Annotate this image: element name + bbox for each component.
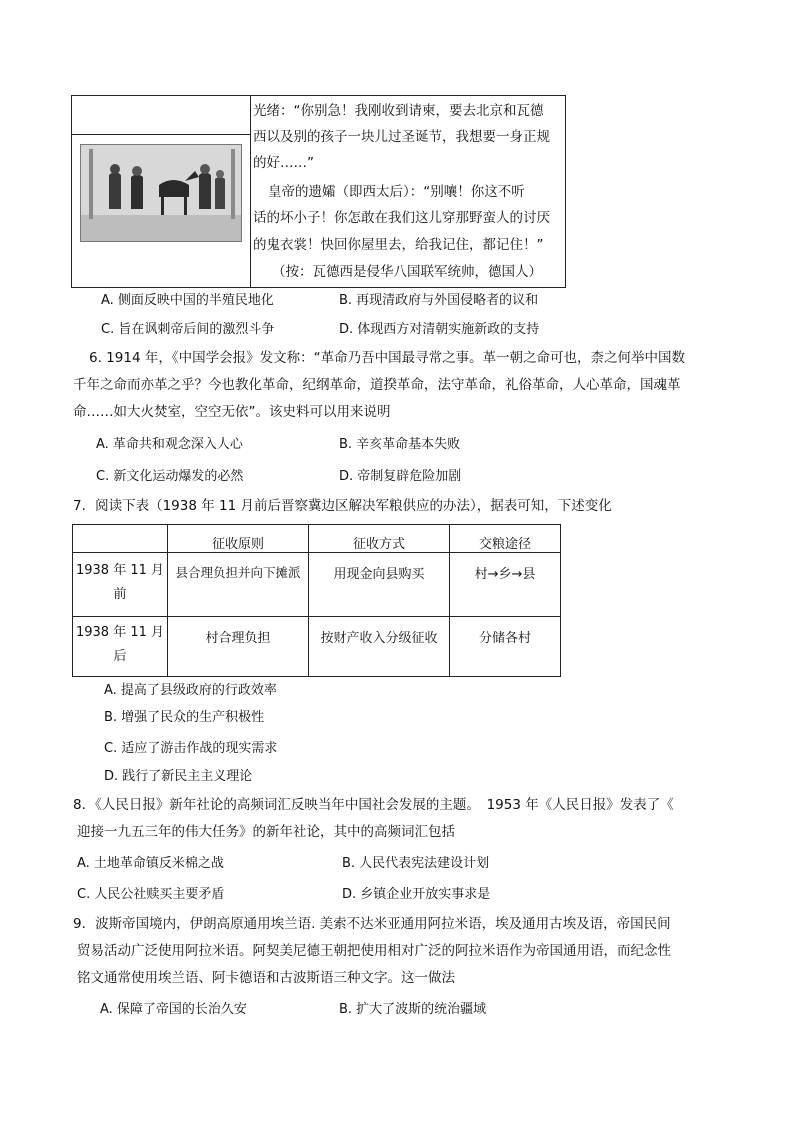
q9-stem-line: 9．波斯帝国境内，伊朗高原通用埃兰语. 美索不达米亚通用阿拉米语，埃及通用古埃及语，帝国民间 — [73, 916, 671, 932]
q9-stem-line: 贸易活动广泛使用阿拉米语。阿契美尼德王朝把使用相对广泛的阿拉米语作为帝国通用语，而纪念性 — [77, 943, 671, 959]
q5-box-divider-vertical — [250, 96, 251, 287]
q5-quote-line: 话的坏小子！你怎敢在我们这儿穿那野蛮人的讨厌 — [253, 210, 550, 226]
q7-row2-period — [73, 617, 168, 677]
q8-option-c[interactable]: C. 人民公社赎买主要矛盾 — [77, 887, 225, 902]
q7-row2-period-b: 后 — [113, 649, 127, 664]
q5-quote-note: （按：瓦德西是侵华八国联军统帅，德国人） — [272, 264, 542, 280]
q5-quote-line: 的好……” — [253, 155, 314, 171]
q5-option-a[interactable]: A. 侧面反映中国的半殖民地化 — [101, 293, 274, 308]
q7-header-method: 征收方式 — [309, 525, 450, 553]
q6-option-d[interactable]: D. 帝制复辟危险加剧 — [339, 469, 462, 484]
q7-header-principle: 征收原则 — [168, 525, 309, 553]
q8-option-b[interactable]: B. 人民代表宪法建设计划 — [342, 856, 490, 871]
q5-quote-line: 光绪：“你别急！我刚收到请柬，要去北京和瓦德 — [253, 103, 544, 119]
q6-option-c[interactable]: C. 新文化运动爆发的必然 — [96, 469, 244, 484]
q7-row1-route: 村→乡→县 — [450, 553, 561, 617]
q5-quote-line: 的鬼衣裳！快回你屋里去，给我记住，都记住！” — [253, 237, 544, 253]
q7-row2-period-a: 1938 年 11 月 — [75, 625, 165, 640]
q8-stem-line: 迎接一九五三年的伟大任务》的新年社论，其中的高频词汇包括 — [77, 824, 455, 840]
q7-option-b[interactable]: B. 增强了民众的生产积极性 — [104, 710, 265, 725]
q7-row2-route: 分储各村 — [450, 617, 561, 677]
q7-row1-method: 用现金向县购买 — [309, 553, 450, 617]
q7-row1-period-a: 1938 年 11 月 — [75, 563, 165, 578]
q5-option-c[interactable]: C. 旨在讽刺帝后间的激烈斗争 — [101, 322, 275, 337]
q5-quote-line: 皇帝的遗孀（即西太后）：“别嚷！你这不听 — [268, 184, 525, 200]
q7-row1-principle: 县合理负担并向下摊派 — [168, 553, 309, 617]
q5-quote-line: 西以及别的孩子一块儿过圣诞节，我想要一身正规 — [253, 129, 550, 145]
q7-header-route: 交粮途径 — [450, 525, 561, 553]
q5-box-divider-horizontal — [72, 134, 250, 135]
q6-stem-line: 千年之命而亦革之乎？今也教化革命，纪纲革命，道揆革命，法守革命，礼俗革命，人心革命，国魂革 — [73, 377, 681, 393]
q7-stem: 7．阅读下表（1938 年 11 月前后晋察冀边区解决军粮供应的办法），据表可知，下述变化 — [73, 498, 612, 514]
q6-stem-line: 命……如大火焚室，空空无依”。该史料可以用来说明 — [73, 404, 391, 420]
q9-stem-line: 铭文通常使用埃兰语、阿卡德语和古波斯语三种文字。这一做法 — [77, 970, 455, 986]
q7-option-a[interactable]: A. 提高了县级政府的行政效率 — [104, 683, 277, 698]
q7-row2-method: 按财产收入分级征收 — [309, 617, 450, 677]
q5-option-b[interactable]: B. 再现清政府与外国侵略者的议和 — [339, 293, 539, 308]
q6-stem-line: 6. 1914 年，《中国学会报》发文称：“革命乃吾中国最寻常之事。革一朝之命可也，柰之何举中国数 — [89, 350, 686, 366]
q7-header-empty — [73, 525, 168, 553]
q7-row2-principle: 村合理负担 — [168, 617, 309, 677]
q8-option-a[interactable]: A. 土地革命镇反米棉之战 — [77, 856, 224, 871]
q7-option-c[interactable]: C. 适应了游击作战的现实需求 — [104, 741, 278, 756]
q9-option-b[interactable]: B. 扩大了波斯的统治疆域 — [339, 1002, 487, 1017]
q5-option-d[interactable]: D. 体现西方对清朝实施新政的支持 — [339, 322, 540, 337]
q9-option-a[interactable]: A. 保障了帝国的长治久安 — [100, 1002, 247, 1017]
q7-grain-table — [72, 524, 561, 677]
q8-stem-line: 8．《人民日报》新年社论的高频词汇反映当年中国社会发展的主题。 1953 年《人民日报》发表了《 — [73, 797, 674, 813]
q6-option-a[interactable]: A. 革命共和观念深入人心 — [96, 437, 243, 452]
q5-cartoon-image — [80, 144, 242, 242]
q7-row1-period-b: 前 — [113, 587, 127, 602]
q7-option-d[interactable]: D. 践行了新民主主义理论 — [104, 769, 253, 784]
q7-row1-period — [73, 553, 168, 617]
q8-option-d[interactable]: D. 乡镇企业开放实事求是 — [342, 887, 491, 902]
q6-option-b[interactable]: B. 辛亥革命基本失败 — [339, 437, 461, 452]
